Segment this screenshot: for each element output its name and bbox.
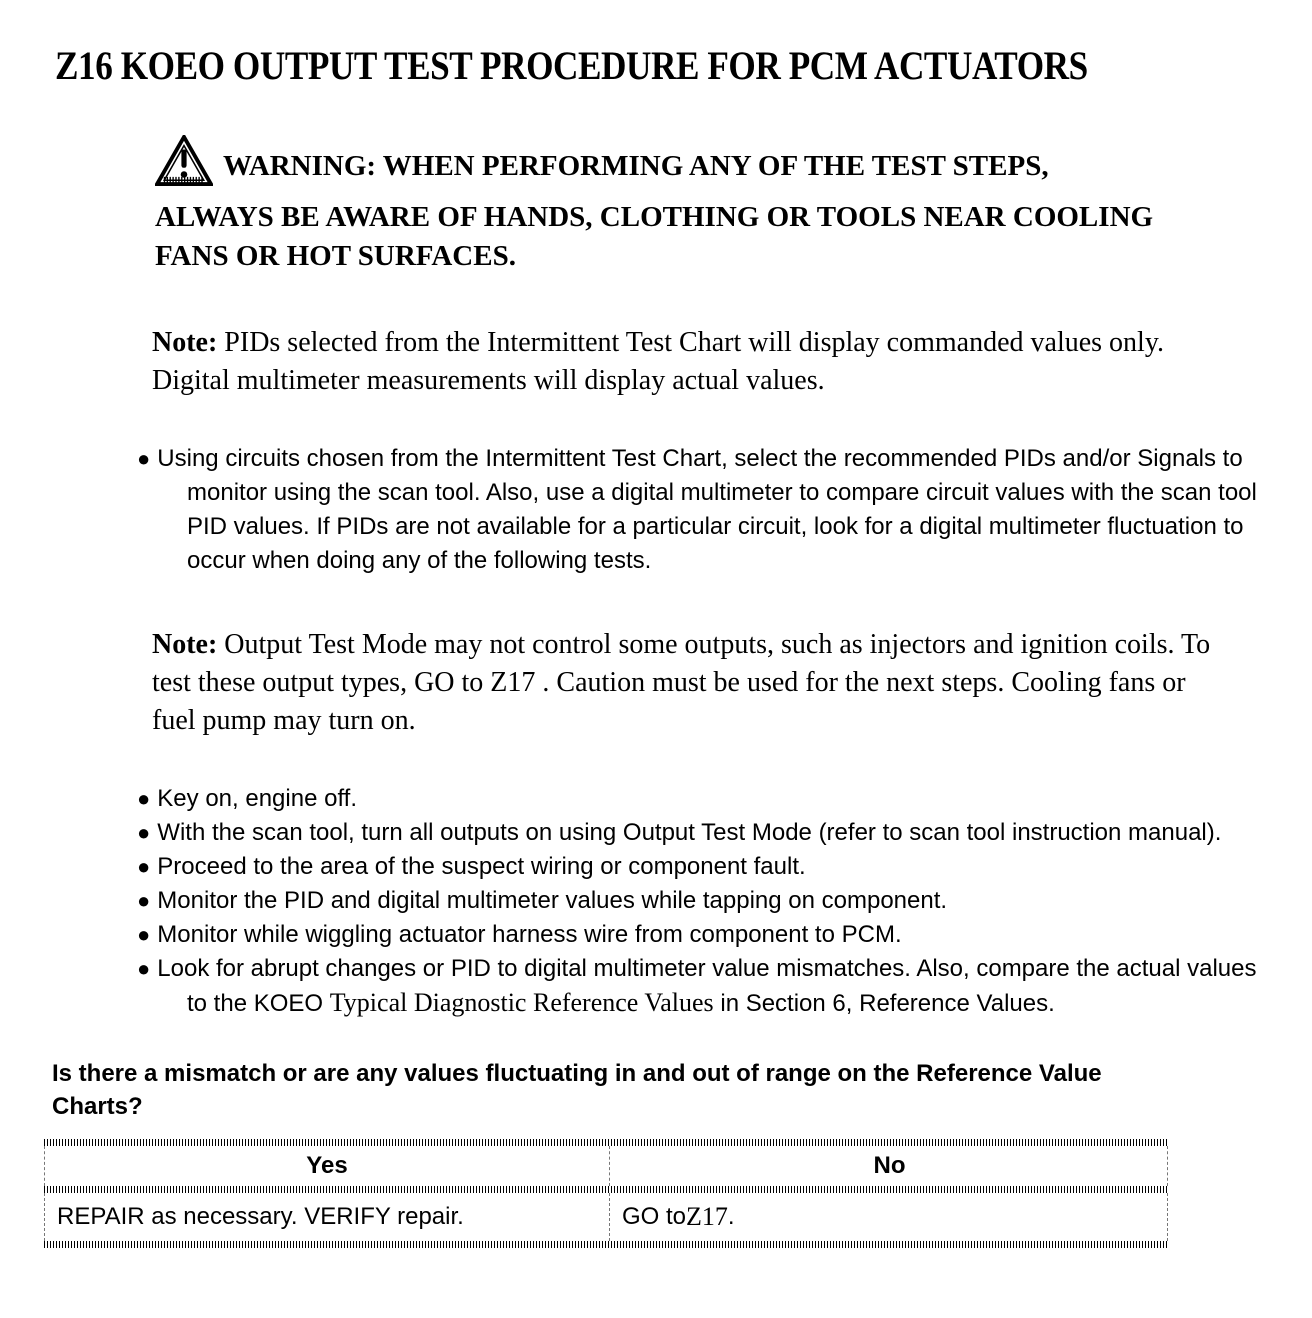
list-item-text: Look for abrupt changes or PID to digital multimeter value mismatches. Also, compare the actual values to the KOEO — [157, 955, 1257, 1017]
table-border-top — [44, 1139, 1168, 1146]
goto-text: GO to — [622, 1203, 687, 1230]
z17-reference: Z17 — [686, 1202, 728, 1231]
table-header-row — [44, 1146, 1168, 1186]
bullet-dot-icon: ● — [137, 922, 151, 947]
list-item — [137, 918, 1257, 952]
bullet-dot-icon: ● — [137, 854, 151, 879]
table-body-row — [44, 1193, 1168, 1241]
page-title: Z16 KOEO OUTPUT TEST PROCEDURE FOR PCM ACTUATORS — [55, 43, 1088, 88]
decision-question: Is there a mismatch or are any values fluctuating in and out of range on the Reference Value Charts? — [52, 1060, 1102, 1120]
list-item-text: in Section 6, Reference Values. — [713, 990, 1055, 1017]
list-item — [137, 442, 1257, 578]
table-cell-yes: REPAIR as necessary. VERIFY repair. — [57, 1203, 464, 1230]
note-text: PIDs selected from the Intermittent Test Chart will display commanded values only. Digital multimeter measurements will display actual values. — [152, 327, 1165, 396]
note-paragraph-2 — [152, 626, 1217, 740]
reference-values-label: Typical Diagnostic Reference Values — [329, 988, 714, 1017]
bullet-dot-icon: ● — [137, 820, 151, 845]
goto-text-period: . — [727, 1203, 735, 1230]
warning-triangle-icon — [155, 135, 213, 198]
bullet-list-1 — [137, 442, 1257, 578]
list-item-text: Monitor the PID and digital multimeter values while tapping on component. — [157, 887, 948, 914]
table-cell-no — [609, 1193, 1169, 1241]
note-label: Note: — [152, 327, 218, 358]
table-border-bottom — [44, 1241, 1168, 1248]
list-item — [137, 884, 1257, 918]
table-border-middle — [44, 1186, 1168, 1193]
bullet-list-2 — [137, 782, 1257, 1021]
list-item-text: Using circuits chosen from the Intermittent Test Chart, select the recommended PIDs and/or Signals to monitor using the scan tool. Also, use a digital multimeter to compare circuit values with the scan tool PID values. If PIDs are not available for a particular circuit, look for a digital multimeter fluctuation to occur when doing any of the following tests. — [157, 445, 1257, 574]
list-item-text: With the scan tool, turn all outputs on using Output Test Mode (refer to scan tool instruction manual). — [157, 819, 1222, 846]
list-item-text: Monitor while wiggling actuator harness wire from component to PCM. — [157, 921, 902, 948]
decision-table — [44, 1139, 1168, 1248]
list-item-text: Proceed to the area of the suspect wiring or component fault. — [157, 853, 806, 880]
list-item — [137, 850, 1257, 884]
table-header-yes: Yes — [306, 1152, 348, 1179]
note-text: Output Test Mode may not control some outputs, such as injectors and ignition coils. To test these output types, GO to Z17 . Caution must be used for the next steps. Cooling fans or fuel pump may turn on. — [152, 629, 1211, 736]
list-item-text: Key on, engine off. — [157, 785, 358, 812]
warning-text: WARNING: WHEN PERFORMING ANY OF THE TEST STEPS, ALWAYS BE AWARE OF HANDS, CLOTHING OR TOOLS NEAR COOLING FANS OR HOT SURFACES. — [155, 150, 1154, 272]
note-label: Note: — [152, 629, 218, 660]
bullet-dot-icon: ● — [137, 786, 151, 811]
list-item — [137, 952, 1257, 1021]
bullet-dot-icon: ● — [137, 956, 151, 981]
table-header-no: No — [609, 1146, 1169, 1186]
list-item — [137, 816, 1257, 850]
bullet-dot-icon: ● — [137, 446, 151, 471]
warning-block — [155, 135, 1165, 276]
note-paragraph-1 — [152, 324, 1217, 400]
bullet-dot-icon: ● — [137, 888, 151, 913]
list-item — [137, 782, 1257, 816]
